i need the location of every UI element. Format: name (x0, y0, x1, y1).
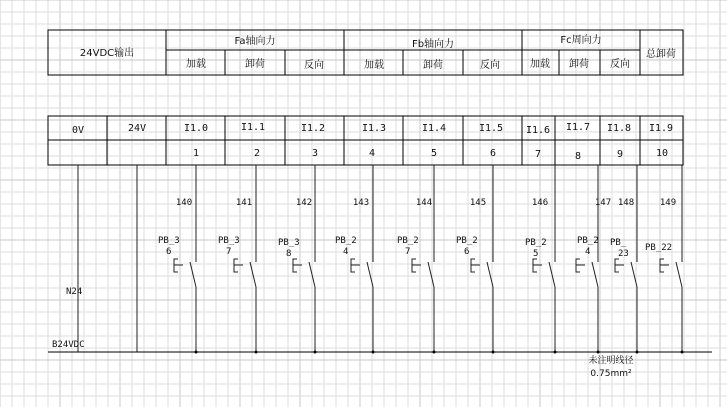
wire-number: 147 (594, 198, 612, 208)
pushbutton-actuator-icon (660, 259, 669, 272)
plc-input-label: I1.1 (240, 122, 266, 133)
switch-label-index: 6 (166, 247, 172, 257)
pushbutton-actuator-icon (293, 259, 302, 272)
switch-contact-blade (592, 262, 598, 287)
plc-input-label: I1.6 (525, 125, 551, 136)
switch-label: PB_22 (645, 243, 673, 253)
switch-label: PB_3 (158, 236, 180, 246)
switch-label-index: 23 (618, 249, 629, 259)
wire-number: 143 (352, 198, 370, 208)
group-title-fa: Fa轴向力 (234, 36, 276, 47)
switch-label-index: 8 (286, 249, 292, 259)
pushbutton-actuator-icon (533, 259, 542, 272)
plc-input-label: I1.9 (648, 123, 674, 134)
sub-fb-reverse: 反向 (480, 60, 500, 71)
switch-label-index: 7 (226, 247, 232, 257)
switch-label-index: 7 (405, 247, 411, 257)
pushbutton-actuator-icon (174, 259, 183, 272)
wire-number: 146 (531, 198, 549, 208)
total-unload-label: 总卸荷 (646, 49, 676, 60)
terminal-number: 10 (655, 148, 669, 159)
n24-label: N24 (66, 287, 83, 297)
wire-number: 144 (415, 198, 433, 208)
plc-input-label: I1.7 (565, 122, 591, 133)
plc-input-label: I1.8 (606, 123, 632, 134)
switch-rung (456, 165, 495, 354)
terminal-number: 5 (430, 148, 438, 159)
switch-contact-blade (250, 262, 256, 287)
wire-number: 142 (295, 198, 313, 208)
switch-label: PB_2 (335, 236, 357, 246)
supply-24v: 24V (127, 123, 147, 134)
pushbutton-actuator-icon (351, 259, 360, 272)
switch-rung (335, 165, 375, 354)
terminal-number: 7 (534, 149, 542, 160)
switch-label: PB_2 (456, 236, 478, 246)
pushbutton-actuator-icon (576, 259, 585, 272)
sub-fa-load: 加载 (186, 59, 206, 70)
switch-contact-blade (676, 262, 682, 287)
junction-dot (554, 351, 557, 354)
group-title-fc: Fc周向力 (560, 35, 602, 46)
junction-dot (636, 351, 639, 354)
switch-label-index: 6 (464, 247, 470, 257)
plc-input-label: I1.3 (361, 123, 387, 134)
wire-number: 140 (175, 198, 193, 208)
switch-label-index: 5 (533, 249, 539, 259)
sub-fc-unload: 卸荷 (569, 59, 589, 70)
pushbutton-actuator-icon (471, 259, 480, 272)
terminal-number: 2 (253, 148, 261, 159)
switch-label: PB_2 (577, 236, 599, 246)
switch-label: PB_3 (278, 238, 300, 248)
terminal-number: 8 (574, 151, 582, 162)
junction-dot (492, 351, 495, 354)
switch-label: PB_2 (397, 236, 419, 246)
terminal-number: 6 (489, 148, 497, 159)
sub-fc-reverse: 反向 (610, 59, 630, 70)
junction-dot (314, 351, 317, 354)
output-label: 24VDC输出 (79, 48, 135, 59)
group-title-fb: Fb轴向力 (411, 39, 455, 50)
pushbutton-actuator-icon (234, 259, 243, 272)
switch-label: PB_3 (218, 236, 240, 246)
b24vdc-label: B24VDC (52, 340, 85, 350)
plc-input-label: I1.2 (300, 123, 326, 134)
sub-fc-load: 加载 (530, 59, 550, 70)
junction-dot (597, 351, 600, 354)
switch-label-index: 4 (585, 247, 591, 257)
switch-rung (278, 165, 317, 354)
plc-input-label: I1.4 (421, 123, 447, 134)
plc-input-label: I1.0 (183, 123, 209, 134)
plc-input-label: I1.5 (478, 123, 504, 134)
junction-dot (255, 351, 258, 354)
switch-contact-blade (428, 262, 434, 287)
supply-0v: 0V (71, 125, 85, 136)
wire-gauge-note-line2: 0.75mm² (590, 369, 632, 379)
terminal-number: 9 (616, 149, 624, 160)
wire-number: 148 (617, 198, 635, 208)
wire-number: 149 (659, 198, 677, 208)
terminal-number: 4 (368, 148, 376, 159)
wire-number: 141 (235, 198, 253, 208)
sub-fb-load: 加载 (364, 60, 384, 71)
switch-label: PB_ (610, 238, 627, 248)
terminal-number: 1 (192, 148, 200, 159)
junction-dot (681, 351, 684, 354)
switch-label-index: 4 (343, 247, 349, 257)
sub-fb-unload: 卸荷 (423, 60, 443, 71)
switch-rung (645, 165, 684, 354)
wire-gauge-note-line1: 未注明线径 (588, 356, 634, 366)
switch-contact-blade (190, 262, 196, 287)
switch-rung (576, 165, 611, 354)
junction-dot (433, 351, 436, 354)
sub-fa-unload: 卸荷 (245, 59, 265, 70)
switch-label: PB_2 (525, 238, 547, 248)
switch-rung (397, 165, 436, 354)
junction-dot (195, 351, 198, 354)
sub-fa-reverse: 反向 (304, 60, 324, 71)
terminal-number: 3 (311, 148, 319, 159)
junction-dot (372, 351, 375, 354)
wire-number: 145 (469, 198, 487, 208)
pushbutton-actuator-icon (615, 259, 624, 272)
